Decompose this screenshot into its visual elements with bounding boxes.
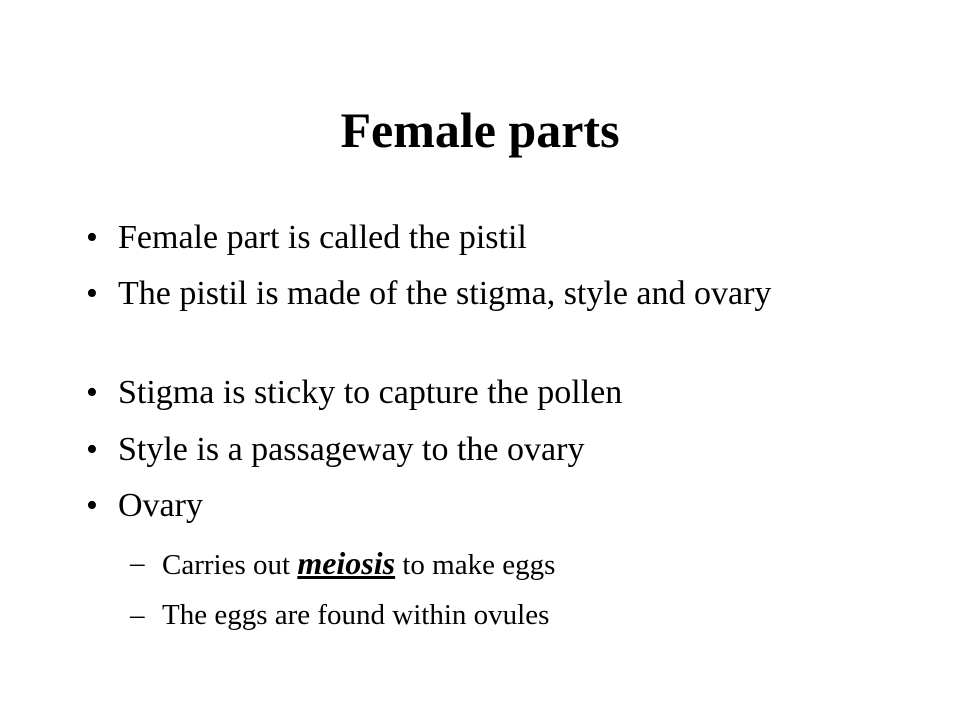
bullet-item xyxy=(86,219,866,257)
sub-bullet-marker: – xyxy=(130,547,145,579)
bullet-item xyxy=(86,275,866,313)
bullet-marker: • xyxy=(86,487,98,524)
slide-title: Female parts xyxy=(340,102,620,158)
sub-bullet-text-after: to make eggs xyxy=(395,549,556,581)
bullet-marker: • xyxy=(86,275,98,312)
bullet-text: Female part is called the pistil xyxy=(118,219,527,256)
sub-bullet-text: The eggs are found within ovules xyxy=(162,599,550,631)
bullet-text: Stigma is sticky to capture the pollen xyxy=(118,374,623,411)
bullet-item xyxy=(86,374,866,412)
bullet-text: Ovary xyxy=(118,487,203,524)
sub-bullet-item xyxy=(130,598,830,632)
bullet-marker: • xyxy=(86,219,98,256)
bullet-text: Style is a passageway to the ovary xyxy=(118,431,585,468)
sub-bullet-text-before: Carries out xyxy=(162,549,298,581)
bullet-item xyxy=(86,431,866,469)
emphasized-term: meiosis xyxy=(297,545,396,581)
bullet-marker: • xyxy=(86,431,98,468)
bullet-item xyxy=(86,487,866,525)
sub-bullet-marker: – xyxy=(130,599,145,631)
bullet-marker: • xyxy=(86,374,98,411)
sub-bullet-item xyxy=(130,546,830,582)
sub-bullet-text xyxy=(162,546,830,582)
bullet-text: The pistil is made of the stigma, style and ovary xyxy=(118,275,772,312)
